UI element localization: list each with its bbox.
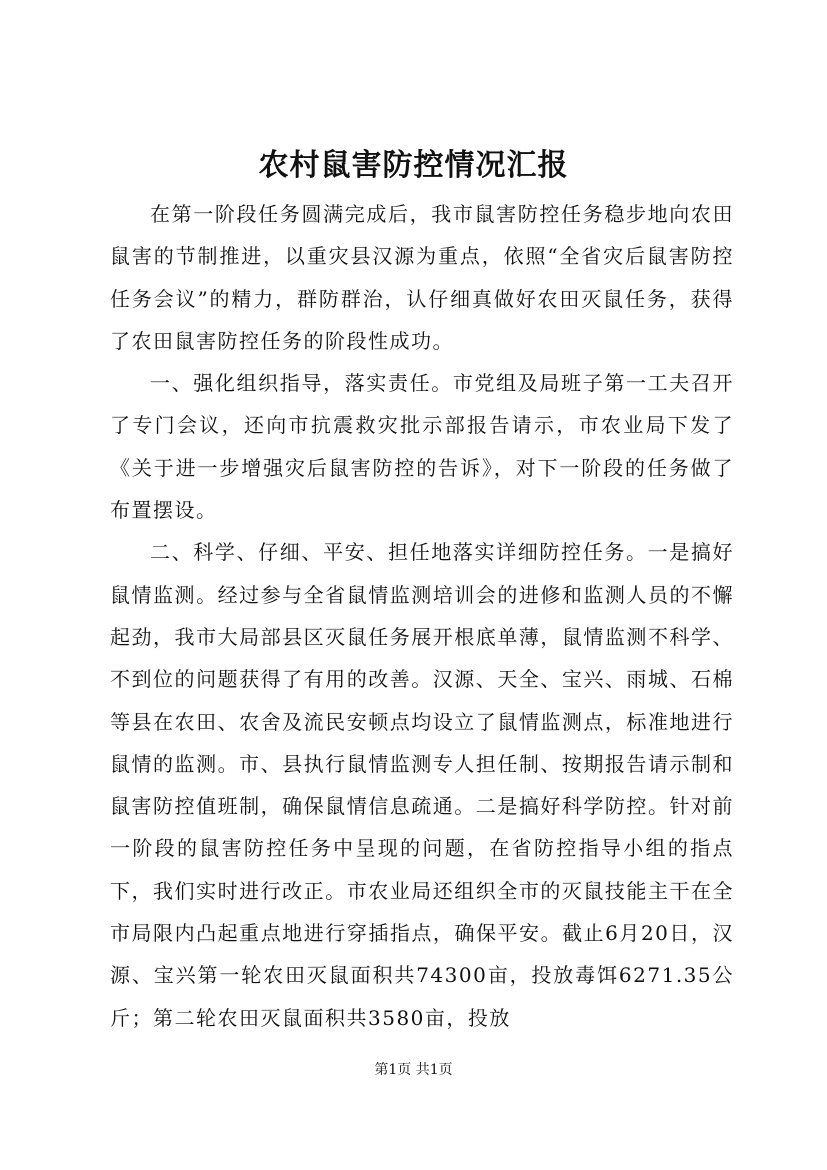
paragraph-section-1: 一、强化组织指导，落实责任。市党组及局班子第一工夫召开了专门会议，还向市抗震救灾批示部报告请示，市农业局下发了《关于进一步增强灾后鼠害防控的告诉》，对下一阶段的任务做了布置摆设。 bbox=[110, 371, 734, 523]
document-body bbox=[110, 193, 734, 1039]
paragraph-section-2: 二、科学、仔细、平安、担任地落实详细防控任务。一是搞好鼠情监测。经过参与全省鼠情监测培训会的进修和监测人员的不懈起劲，我市大局部县区灭鼠任务展开根底单薄，鼠情监测不科学、不到位的问题获得了有用的改善。汉源、天全、宝兴、雨城、石棉等县在农田、农舍及流民安顿点均设立了鼠情监测点，标准地进行鼠情的监测。市、县执行鼠情监测专人担任制、按期报告请示制和鼠害防控值班制，确保鼠情信息疏通。二是搞好科学防控。针对前一阶段的鼠害防控任务中呈现的问题，在省防控指导小组的指点下，我们实时进行改正。市农业局还组织全市的灭鼠技能主干在全市局限内凸起重点地进行穿插指点，确保平安。截止6月20日，汉源、宝兴第一轮农田灭鼠面积共74300亩，投放毒饵6271.35公斤；第二轮农田灭鼠面积共3580亩，投放 bbox=[110, 540, 734, 1030]
document-title: 农村鼠害防控情况汇报 bbox=[258, 148, 569, 183]
paragraph-intro: 在第一阶段任务圆满完成后，我市鼠害防控任务稳步地向农田鼠害的节制推进，以重灾县汉源为重点，依照“全省灾后鼠害防控任务会议”的精力，群防群治，认仔细真做好农田灭鼠任务，获得了农田鼠害防控任务的阶段性成功。 bbox=[110, 202, 734, 353]
page-footer: 第1页 共1页 bbox=[374, 1062, 453, 1078]
